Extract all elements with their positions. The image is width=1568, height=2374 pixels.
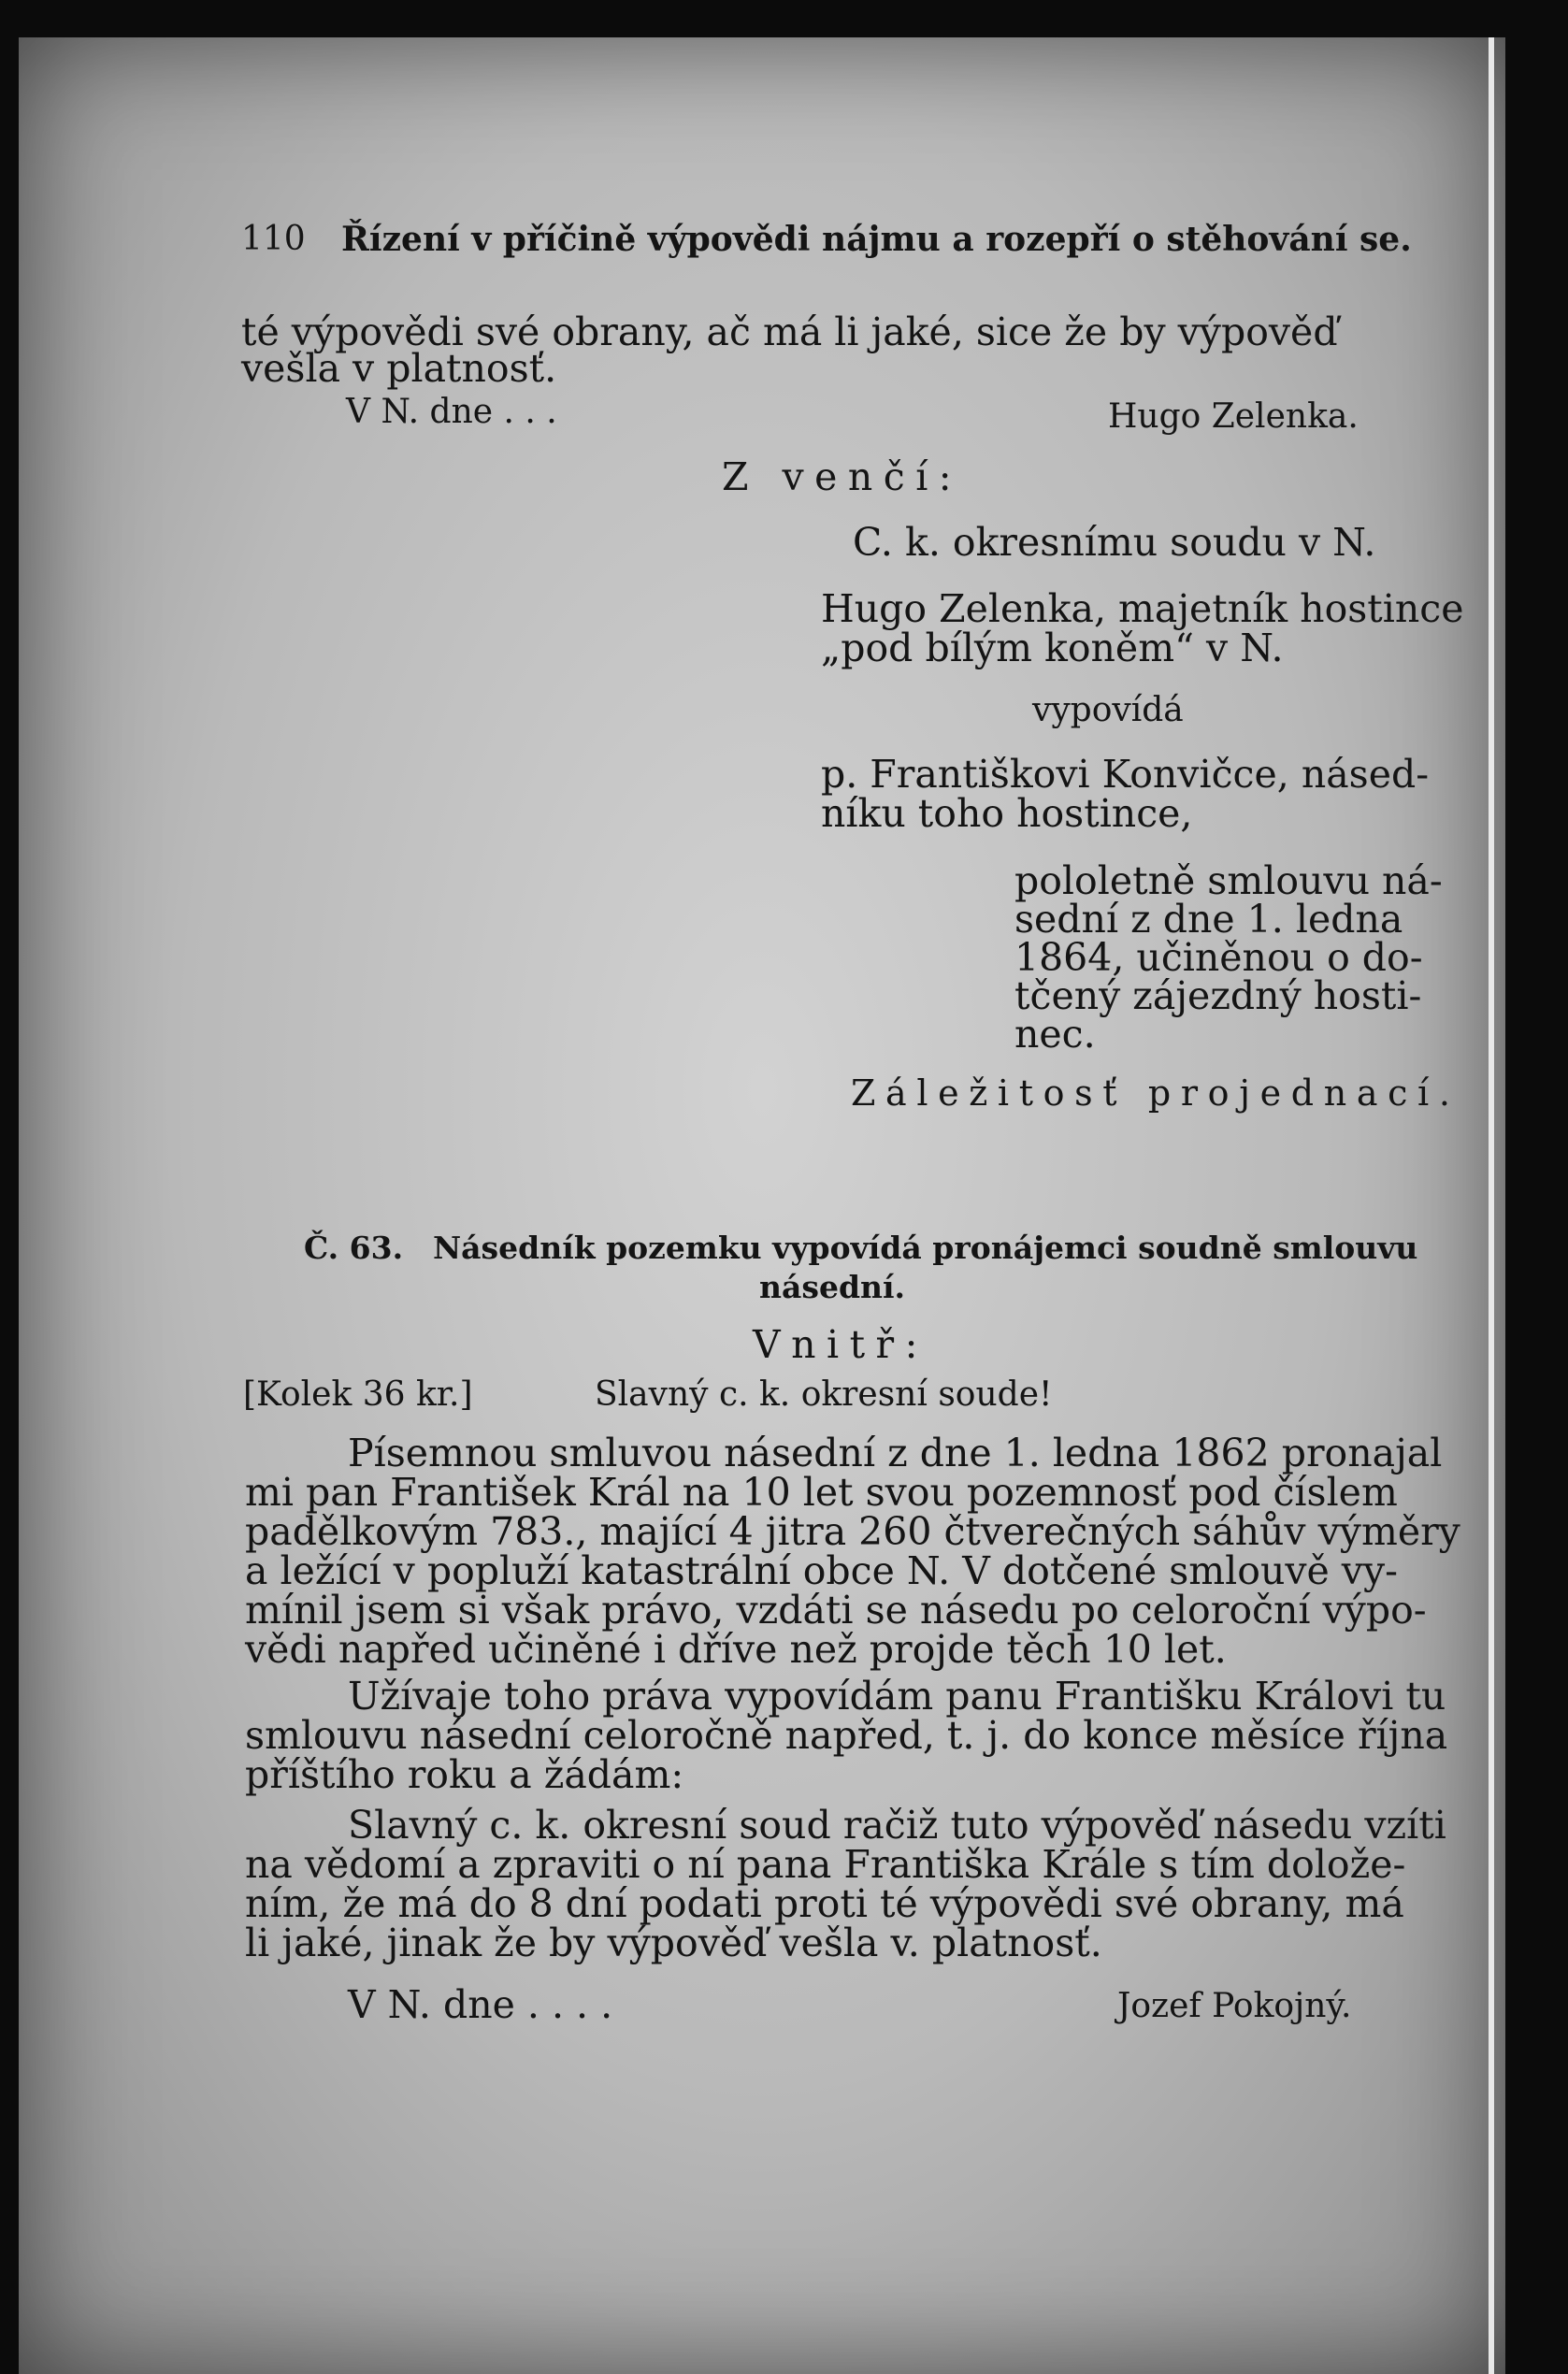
body-line: Slavný c. k. okresní soud račiž tuto výpověď násedu vzíti [348,1803,1446,1848]
page-number: 110 [241,220,306,258]
subject-line: tčený zájezdný hosti- [1014,973,1422,1018]
action-word: vypovídá [1032,691,1184,729]
subject-line: nec. [1014,1012,1096,1057]
signature: Hugo Zelenka. [1108,397,1359,436]
body-line: mínil jsem si však právo, vzdáti se násedu po celoroční výpo- [245,1588,1427,1633]
section-title: násední. [759,1269,906,1305]
body-line: smlouvu násední celoročně napřed, t. j. do konce měsíce října [245,1713,1448,1758]
body-line: ním, že má do 8 dní podati proti té výpovědi své obrany, má [245,1881,1404,1926]
section-title: Násedník pozemku vypovídá pronájemci soudně smlouvu [433,1230,1418,1266]
stamp-note: [Kolek 36 kr.] [243,1375,473,1414]
signature: Jozef Pokojný. [1117,1987,1352,2025]
addressee: C. k. okresnímu soudu v N. [853,520,1376,565]
section-number: Č. 63. [304,1230,404,1266]
body-line: Písemnou smluvou násední z dne 1. ledna 1862 pronajal [348,1431,1443,1475]
outside-heading: Z venčí: [722,454,963,499]
party-line: Hugo Zelenka, majetník hostince [821,586,1464,631]
body-line: příštího roku a žádám: [245,1752,684,1797]
continuation-line: té výpovědi své obrany, ač má li jaké, sice že by výpověď [241,309,1338,354]
body-line: li jaké, jinak že by výpověď vešla v. platnosť. [245,1921,1102,1965]
continuation-line: vešla v platnosť. [241,346,557,391]
body-line: a ležící v popluží katastrální obce N. V dotčené smlouvě vy- [245,1548,1398,1593]
page-edge [1489,37,1494,2374]
defendant-line: p. Františkovi Konvičce, násed- [821,752,1430,797]
body-line: vědi napřed učiněné i dříve než projde těch 10 let. [245,1627,1227,1672]
defendant-line: níku toho hostince, [821,791,1193,836]
subject-line: sední z dne 1. ledna [1014,897,1403,942]
salutation: Slavný c. k. okresní soude! [595,1375,1053,1414]
body-line: padělkovým 783., mající 4 jitra 260 čtverečných sáhův výměry [245,1509,1460,1554]
inside-heading: Vnitř: [753,1322,928,1367]
matter-line: Záležitosť projednací. [851,1072,1460,1114]
body-line: mi pan František Král na 10 let svou pozemnosť pod číslem [245,1470,1398,1515]
place-date: V N. dne . . . . [348,1982,613,2027]
body-line: na vědomí a zpraviti o ní pana Františka Krále s tím dolože- [245,1842,1406,1887]
subject-line: pololetně smlouvu ná- [1014,858,1443,903]
subject-line: 1864, učiněnou o do- [1014,935,1423,980]
body-line: Užívaje toho práva vypovídám panu Františku Královi tu [348,1674,1446,1719]
running-title: Řízení v příčině výpovědi nájmu a rozepří o stěhování se. [341,220,1412,259]
party-line: „pod bílým koněm“ v N. [821,626,1284,670]
place-date: V N. dne . . . [346,393,557,431]
